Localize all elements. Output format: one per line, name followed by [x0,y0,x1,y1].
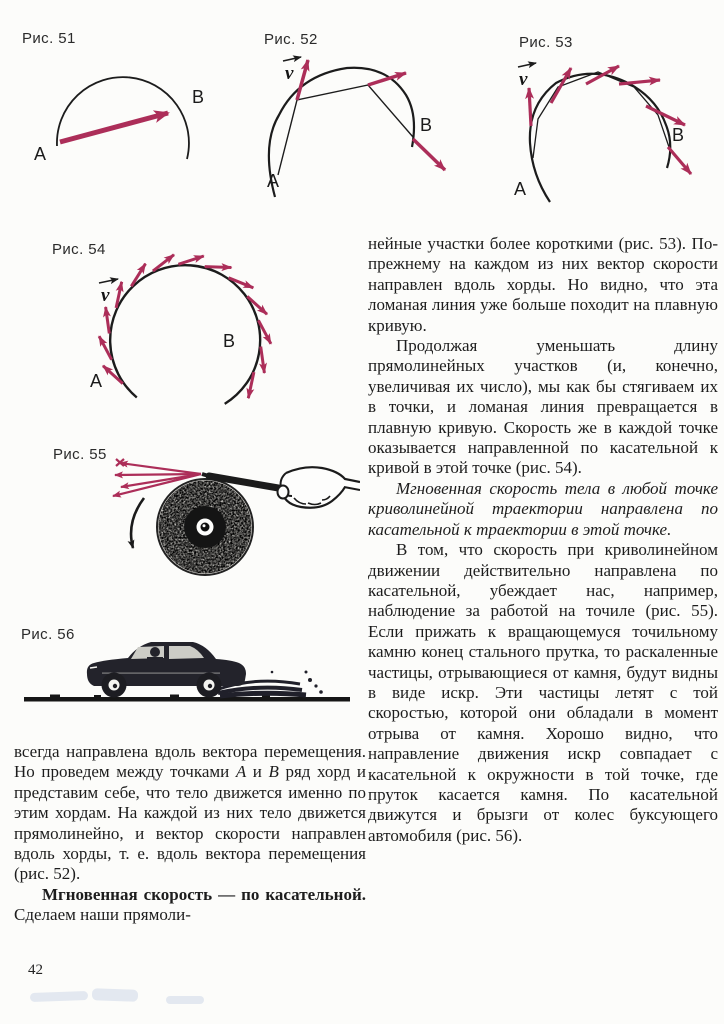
text-segment: Продолжая уменьшать длину прямолинейных участков (и, конечно, увеличивая их число), мы как бы стягиваем их в точки, и ломаная линия превращается в плавную кривую. Скорость же в каждой точке оказывается направленной по касательной к кривой в этой точке (рис. 54). [368,336,718,478]
text-segment: и [246,762,269,782]
scan-artifact-smudge [92,988,138,1002]
figure-53-drawing [488,25,720,220]
point-a-label: A [514,179,527,199]
chord-vector-arrow [60,113,168,142]
velocity-vector-label: v [101,285,110,306]
text-segment: В том, что скорость при криволинейном движении действительно направлена по касательной, убеждает нас, например, наблюдение за работой на точиле (рис. 55). Если прижать к вращающемуся точильному камню конец стального прутка, то раскаленные частицы, отрывающиеся от камня, будут видны в виде искр. Эти частицы летят с той скоростью, которой они обладали в момент отрыва от камня. Хорошо видно, что направление движения искр совпадает с касательной к окружности в той точке, где пруток касается камня. По касательной движутся и брызги от колес буксующего автомобиля (рис. 56). [368,540,718,845]
figure-54-caption: Рис. 54 [52,241,106,258]
text-segment: В [268,762,279,782]
scan-artifact-smudge [166,996,204,1004]
velocity-arrows [529,66,691,174]
figure-56-caption: Рис. 56 [21,626,75,643]
grinding-wheel [157,479,253,575]
figure-51-drawing [6,24,240,210]
text-segment: Сделаем наши прямоли- [14,905,191,925]
text-segment: Мгновенная скорость — по касательной. [42,884,366,904]
trajectory-curve [269,68,414,197]
point-b-label: B [192,87,205,107]
trajectory-arc [57,77,189,159]
point-b-label: B [223,331,236,351]
paragraph [368,479,718,540]
velocity-vector-label: v [519,69,528,90]
paragraph [14,885,366,926]
driver-silhouette [150,647,160,657]
point-a-label: A [267,171,280,191]
vector-symbol-arrow [283,57,301,61]
figure-51-caption: Рис. 51 [22,30,76,47]
figure-52-caption: Рис. 52 [264,31,318,48]
figure-54-drawing [20,235,350,425]
text-segment: всегда направлена вдоль вектора перемещения. Но проведем между точками [14,742,366,782]
trajectory-curve [530,74,670,202]
velocity-vector-label: v [285,63,294,84]
point-a-label: A [90,371,103,391]
text-segment: нейные участки более короткими (рис. 53). По-прежнему на каждом из них вектор скорости направлен вдоль хорды. Но видно, что эта ломаная линия уже больше походит на плавную кривую. [368,234,718,335]
point-a-label: A [34,144,47,164]
rotation-direction-arrow [131,498,144,548]
right-column-text [368,234,718,846]
point-b-label: B [672,125,685,145]
paragraph [14,742,366,885]
text-segment: ряд хорд и представим себе, что тело движется именно по этим хордам. На каждой из них тело движется прямолинейно, и вектор скорости направлен вдоль хорды, т. е. вдоль вектора перемещения (рис. 52). [14,762,366,884]
text-segment: А [235,762,247,782]
text-segment: Мгновенная скорость тела в любой точке криволинейной траектории направлена по касательной к траектории в этой точке. [368,478,718,539]
tangent-velocity-arrows [99,255,271,399]
paragraph [368,336,718,479]
left-column-text [14,742,366,926]
figure-53-caption: Рис. 53 [519,34,573,51]
point-b-label: B [420,115,433,135]
paragraph [368,540,718,846]
hand-holding-rod [278,467,361,508]
page-number: 42 [28,962,43,978]
figure-52-drawing [245,25,480,220]
paragraph [368,234,718,336]
scan-artifact-smudge [30,991,88,1002]
vector-symbol-arrow [99,279,118,283]
vector-symbol-arrow [518,63,536,67]
figure-55-caption: Рис. 55 [53,446,107,463]
